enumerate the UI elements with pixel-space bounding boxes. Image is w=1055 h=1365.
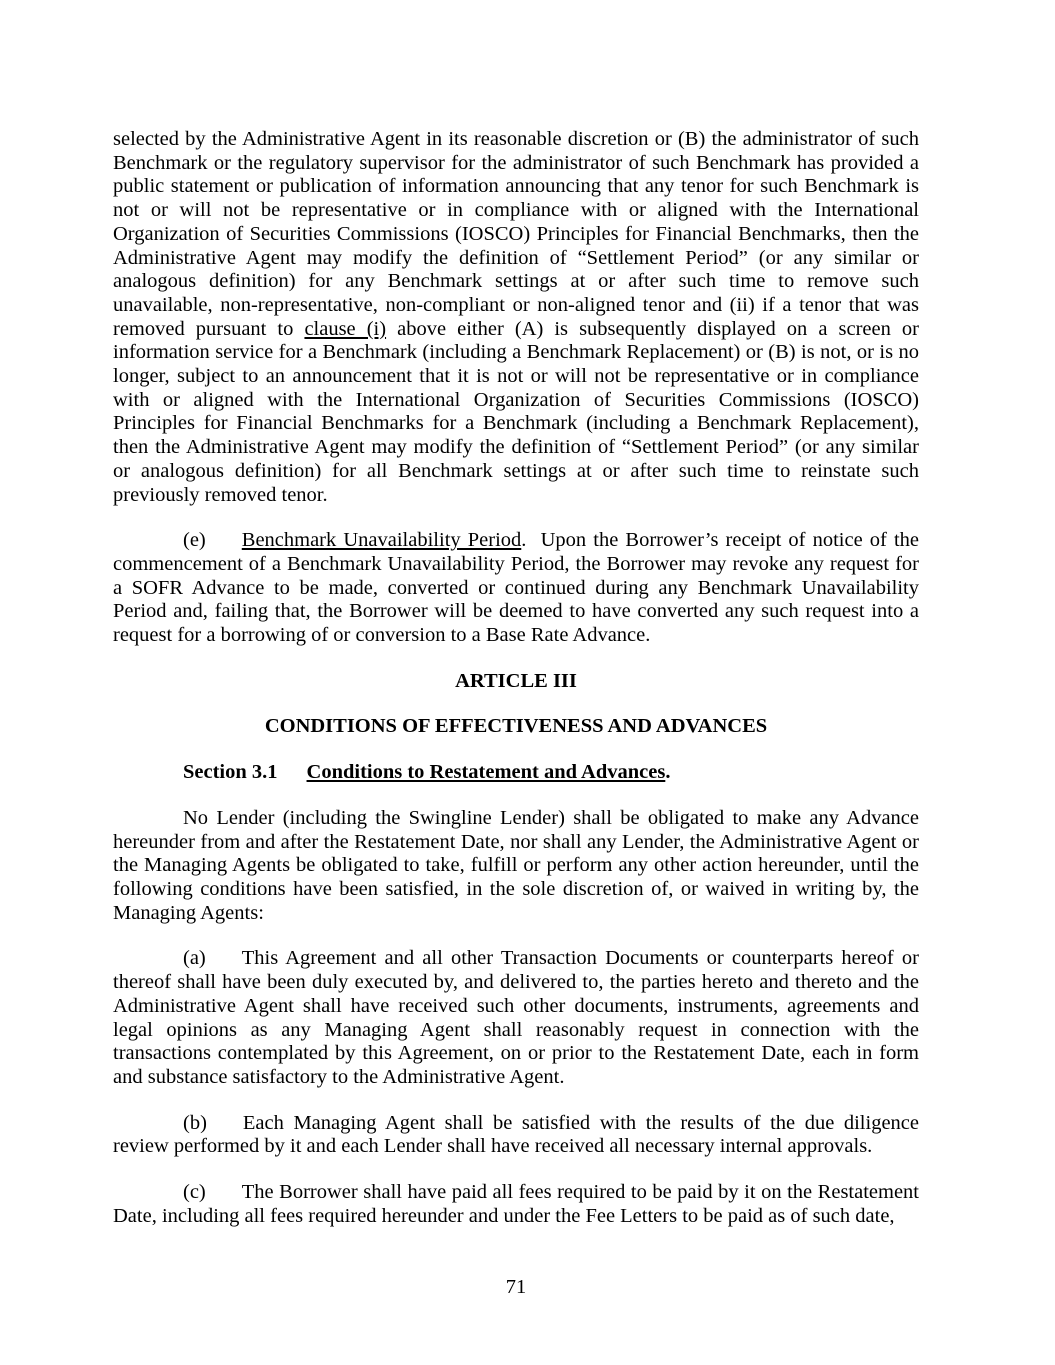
paragraph-c-label: (c) <box>183 1181 206 1204</box>
section-title: Conditions to Restatement and Advances <box>306 761 666 784</box>
paragraph-e-heading: Benchmark Unavailability Period <box>241 529 522 552</box>
paragraph-b <box>113 1112 919 1159</box>
paragraph-no-lender-intro: No Lender (including the Swingline Lender) shall be obligated to make any Advance hereunder from and after the Restatement Date, nor shall any Lender, the Administrative Agent or the Managing Agents be obligated to take, fulfill or perform any other action hereunder, until the following conditions have been satisfied, in the sole discretion of, or waived in writing by, the Managing Agents: <box>113 806 919 924</box>
page-number: 71 <box>505 1276 527 1298</box>
paragraph-benchmark-continuation <box>113 128 919 507</box>
paragraph-c <box>113 1181 919 1228</box>
article-iii-heading: ARTICLE III <box>455 669 577 692</box>
paragraph-e-benchmark-unavailability <box>113 529 919 648</box>
paragraph-c-body: The Borrower shall have paid all fees required to be paid by it on the Restatement Date, including all fees required hereunder and under the Fee Letters to be paid as of such date, <box>113 1181 919 1227</box>
section-3-1-heading <box>113 761 919 785</box>
paragraph-text-post: above either (A) is subsequently displayed on a screen or information service for a Benchmark (including a Benchmark Replacement) or (B) is not, or is no longer, subject to an announcement that it is not or will not be representative or in compliance with or aligned with the International Organization of Securities Commissions (IOSCO) Principles for Financial Benchmarks for a Benchmark (including a Benchmark Replacement), then the Administrative Agent may modify the definition of “Settlement Period” (or any similar or analogous definition) for all Benchmark settings at or after such time to reinstate such previously removed tenor. <box>113 317 919 506</box>
paragraph-e-body: . Upon the Borrower’s receipt of notice of the commencement of a Benchmark Unavailability Period, the Borrower may revoke any request for a SOFR Advance to be made, converted or continued during any Benchmark Unavailability Period and, failing that, the Borrower will be deemed to have converted any such request into a request for a borrowing of or conversion to a Base Rate Advance. <box>113 529 920 647</box>
paragraph-text-pre: selected by the Administrative Agent in its reasonable discretion or (B) the administrator of such Benchmark or the regulatory supervisor for the administrator of such Benchmark has provided a public statement or publication of information announcing that any tenor for such Benchmark is not or will not be representative or in compliance with or aligned with the International Organization of Securities Commissions (IOSCO) Principles for Financial Benchmarks, then the Administrative Agent may modify the definition of “Settlement Period” (or any similar or analogous definition) for any Benchmark settings at or after such time to remove such unavailable, non-representative, non-compliant or non-aligned tenor and (ii) if a tenor that was removed pursuant to <box>113 128 919 340</box>
paragraph-e-label: (e) <box>183 529 206 552</box>
paragraph-a-body: This Agreement and all other Transaction Documents or counterparts hereof or thereof shall have been duly executed by, and delivered to, the parties hereto and thereto and the Administrative Agent shall have received such other documents, instruments, agreements and legal opinions as any Managing Agent shall reasonably request in connection with the transactions contemplated by this Agreement, on or prior to the Restatement Date, each in form and substance satisfactory to the Administrative Agent. <box>113 947 919 1088</box>
section-label: Section 3.1 <box>183 761 278 784</box>
paragraph-b-label: (b) <box>183 1111 207 1134</box>
paragraph-a-label: (a) <box>183 947 206 970</box>
article-iii-subheading: CONDITIONS OF EFFECTIVENESS AND ADVANCES <box>264 715 768 738</box>
section-title-suffix: . <box>665 761 671 784</box>
paragraph-b-body: Each Managing Agent shall be satisfied with the results of the due diligence review performed by it and each Lender shall have received all necessary internal approvals. <box>113 1111 919 1158</box>
paragraph-a <box>113 947 919 1089</box>
clause-i-reference: clause (i) <box>304 317 387 340</box>
